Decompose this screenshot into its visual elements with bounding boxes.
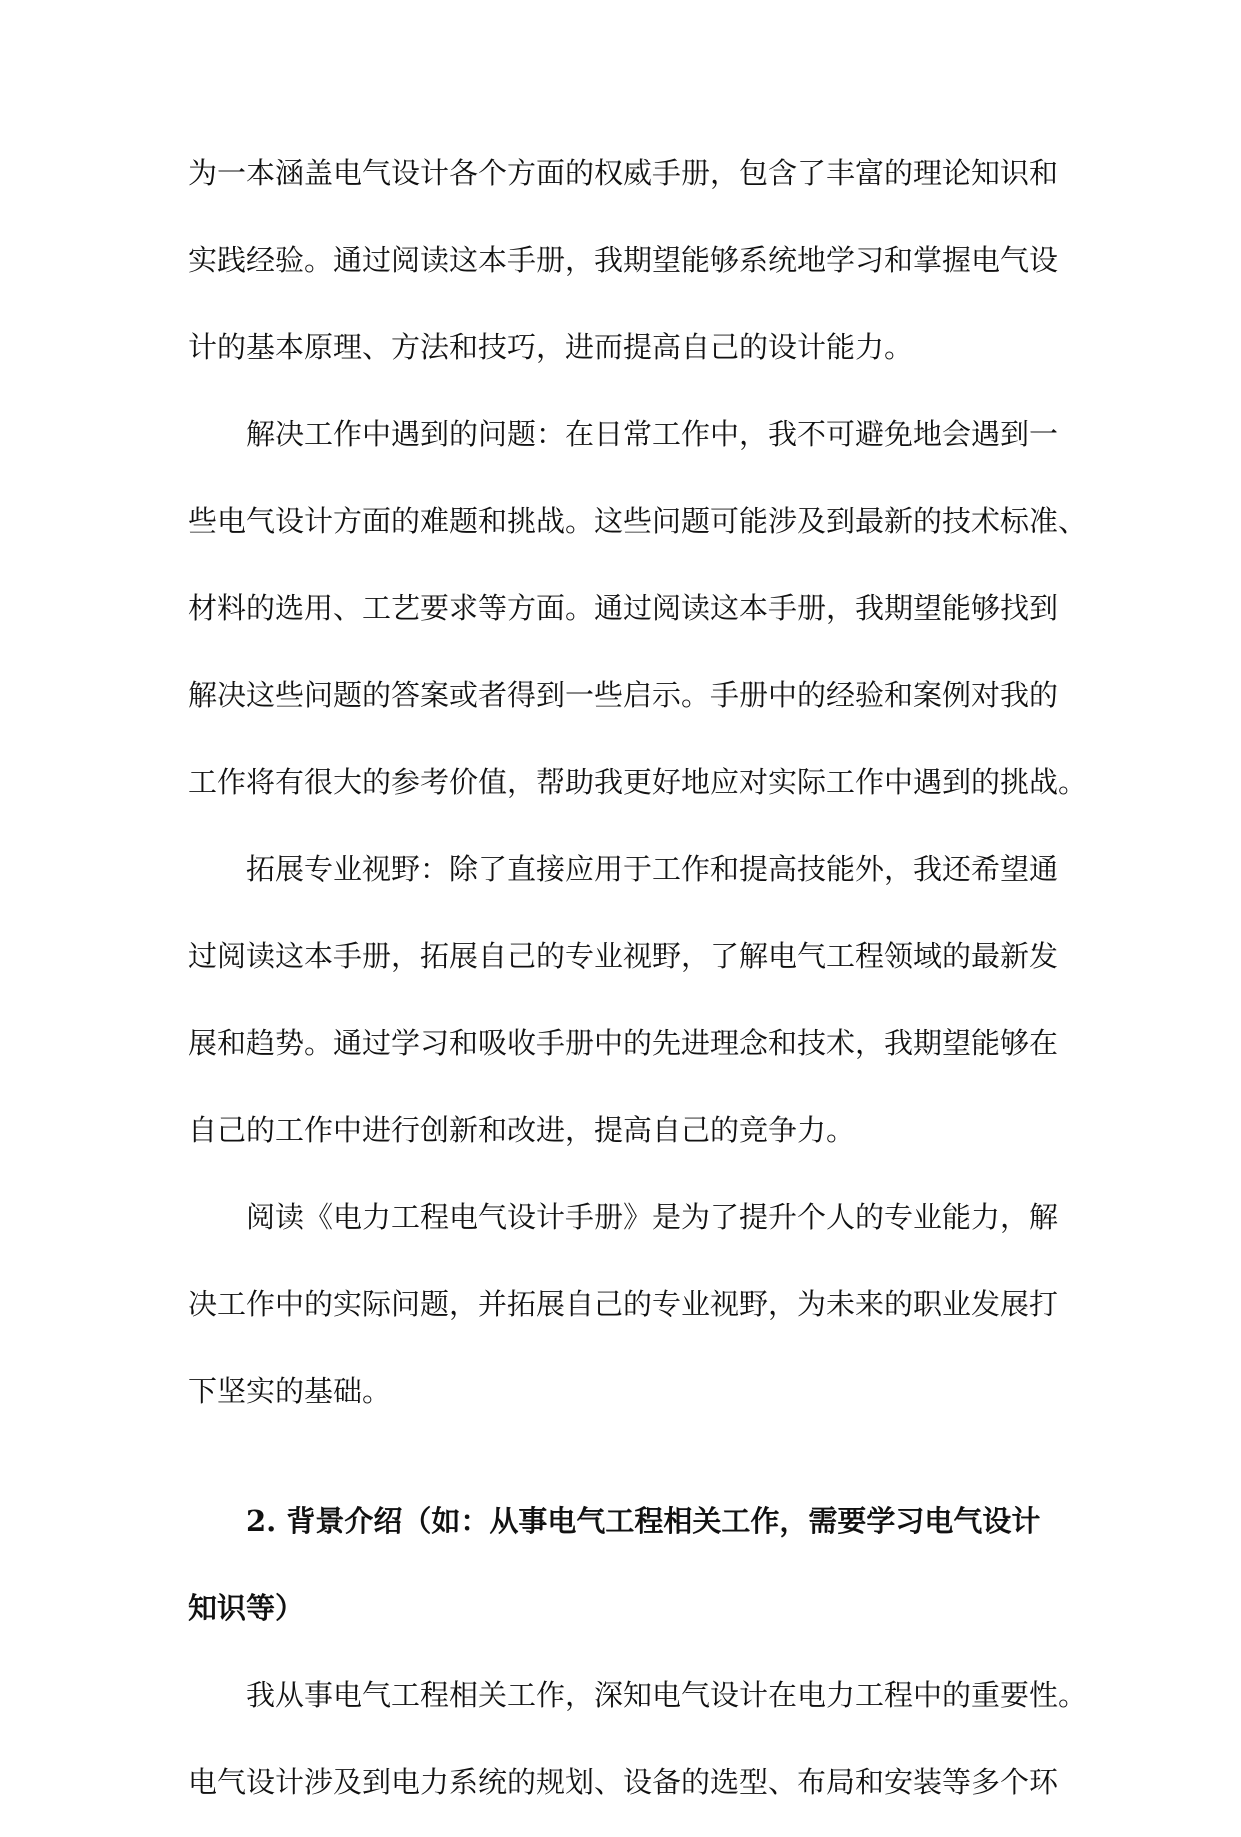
section-gap bbox=[188, 1446, 1058, 1489]
paragraph-line: 材料的选用、工艺要求等方面。通过阅读这本手册，我期望能够找到 bbox=[188, 591, 1059, 625]
paragraph-line: 电气设计涉及到电力系统的规划、设备的选型、布局和安装等多个环 bbox=[188, 1765, 1059, 1799]
heading-line: 知识等） bbox=[188, 1591, 305, 1625]
paragraph-line: 阅读《电力工程电气设计手册》是为了提升个人的专业能力，解 bbox=[246, 1200, 1059, 1234]
paragraph-4 bbox=[188, 1185, 1058, 1446]
paragraph-line: 拓展专业视野：除了直接应用于工作和提高技能外，我还希望通 bbox=[246, 852, 1059, 886]
paragraph-line: 实践经验。通过阅读这本手册，我期望能够系统地学习和掌握电气设 bbox=[188, 243, 1059, 277]
section-heading bbox=[188, 1489, 1058, 1663]
paragraph-line: 为一本涵盖电气设计各个方面的权威手册，包含了丰富的理论知识和 bbox=[188, 156, 1059, 190]
document-body bbox=[188, 141, 1088, 1837]
paragraph-line: 些电气设计方面的难题和挑战。这些问题可能涉及到最新的技术标准、 bbox=[188, 504, 1088, 538]
paragraph-3 bbox=[188, 837, 1058, 1185]
paragraph-line: 计的基本原理、方法和技巧，进而提高自己的设计能力。 bbox=[188, 330, 914, 364]
paragraph-2 bbox=[188, 402, 1088, 837]
paragraph-5 bbox=[188, 1663, 1088, 1837]
paragraph-line: 自己的工作中进行创新和改进，提高自己的竞争力。 bbox=[188, 1113, 856, 1147]
heading-line: 2. 背景介绍（如：从事电气工程相关工作，需要学习电气设计 bbox=[246, 1504, 1041, 1538]
paragraph-1 bbox=[188, 141, 1058, 402]
paragraph-line: 工作将有很大的参考价值，帮助我更好地应对实际工作中遇到的挑战。 bbox=[188, 765, 1088, 799]
paragraph-line: 解决这些问题的答案或者得到一些启示。手册中的经验和案例对我的 bbox=[188, 678, 1059, 712]
paragraph-line: 展和趋势。通过学习和吸收手册中的先进理念和技术，我期望能够在 bbox=[188, 1026, 1059, 1060]
paragraph-line: 解决工作中遇到的问题：在日常工作中，我不可避免地会遇到一 bbox=[246, 417, 1059, 451]
paragraph-line: 下坚实的基础。 bbox=[188, 1374, 392, 1408]
paragraph-line: 决工作中的实际问题，并拓展自己的专业视野，为未来的职业发展打 bbox=[188, 1287, 1059, 1321]
paragraph-line: 我从事电气工程相关工作，深知电气设计在电力工程中的重要性。 bbox=[246, 1678, 1088, 1712]
paragraph-line: 过阅读这本手册，拓展自己的专业视野，了解电气工程领域的最新发 bbox=[188, 939, 1059, 973]
